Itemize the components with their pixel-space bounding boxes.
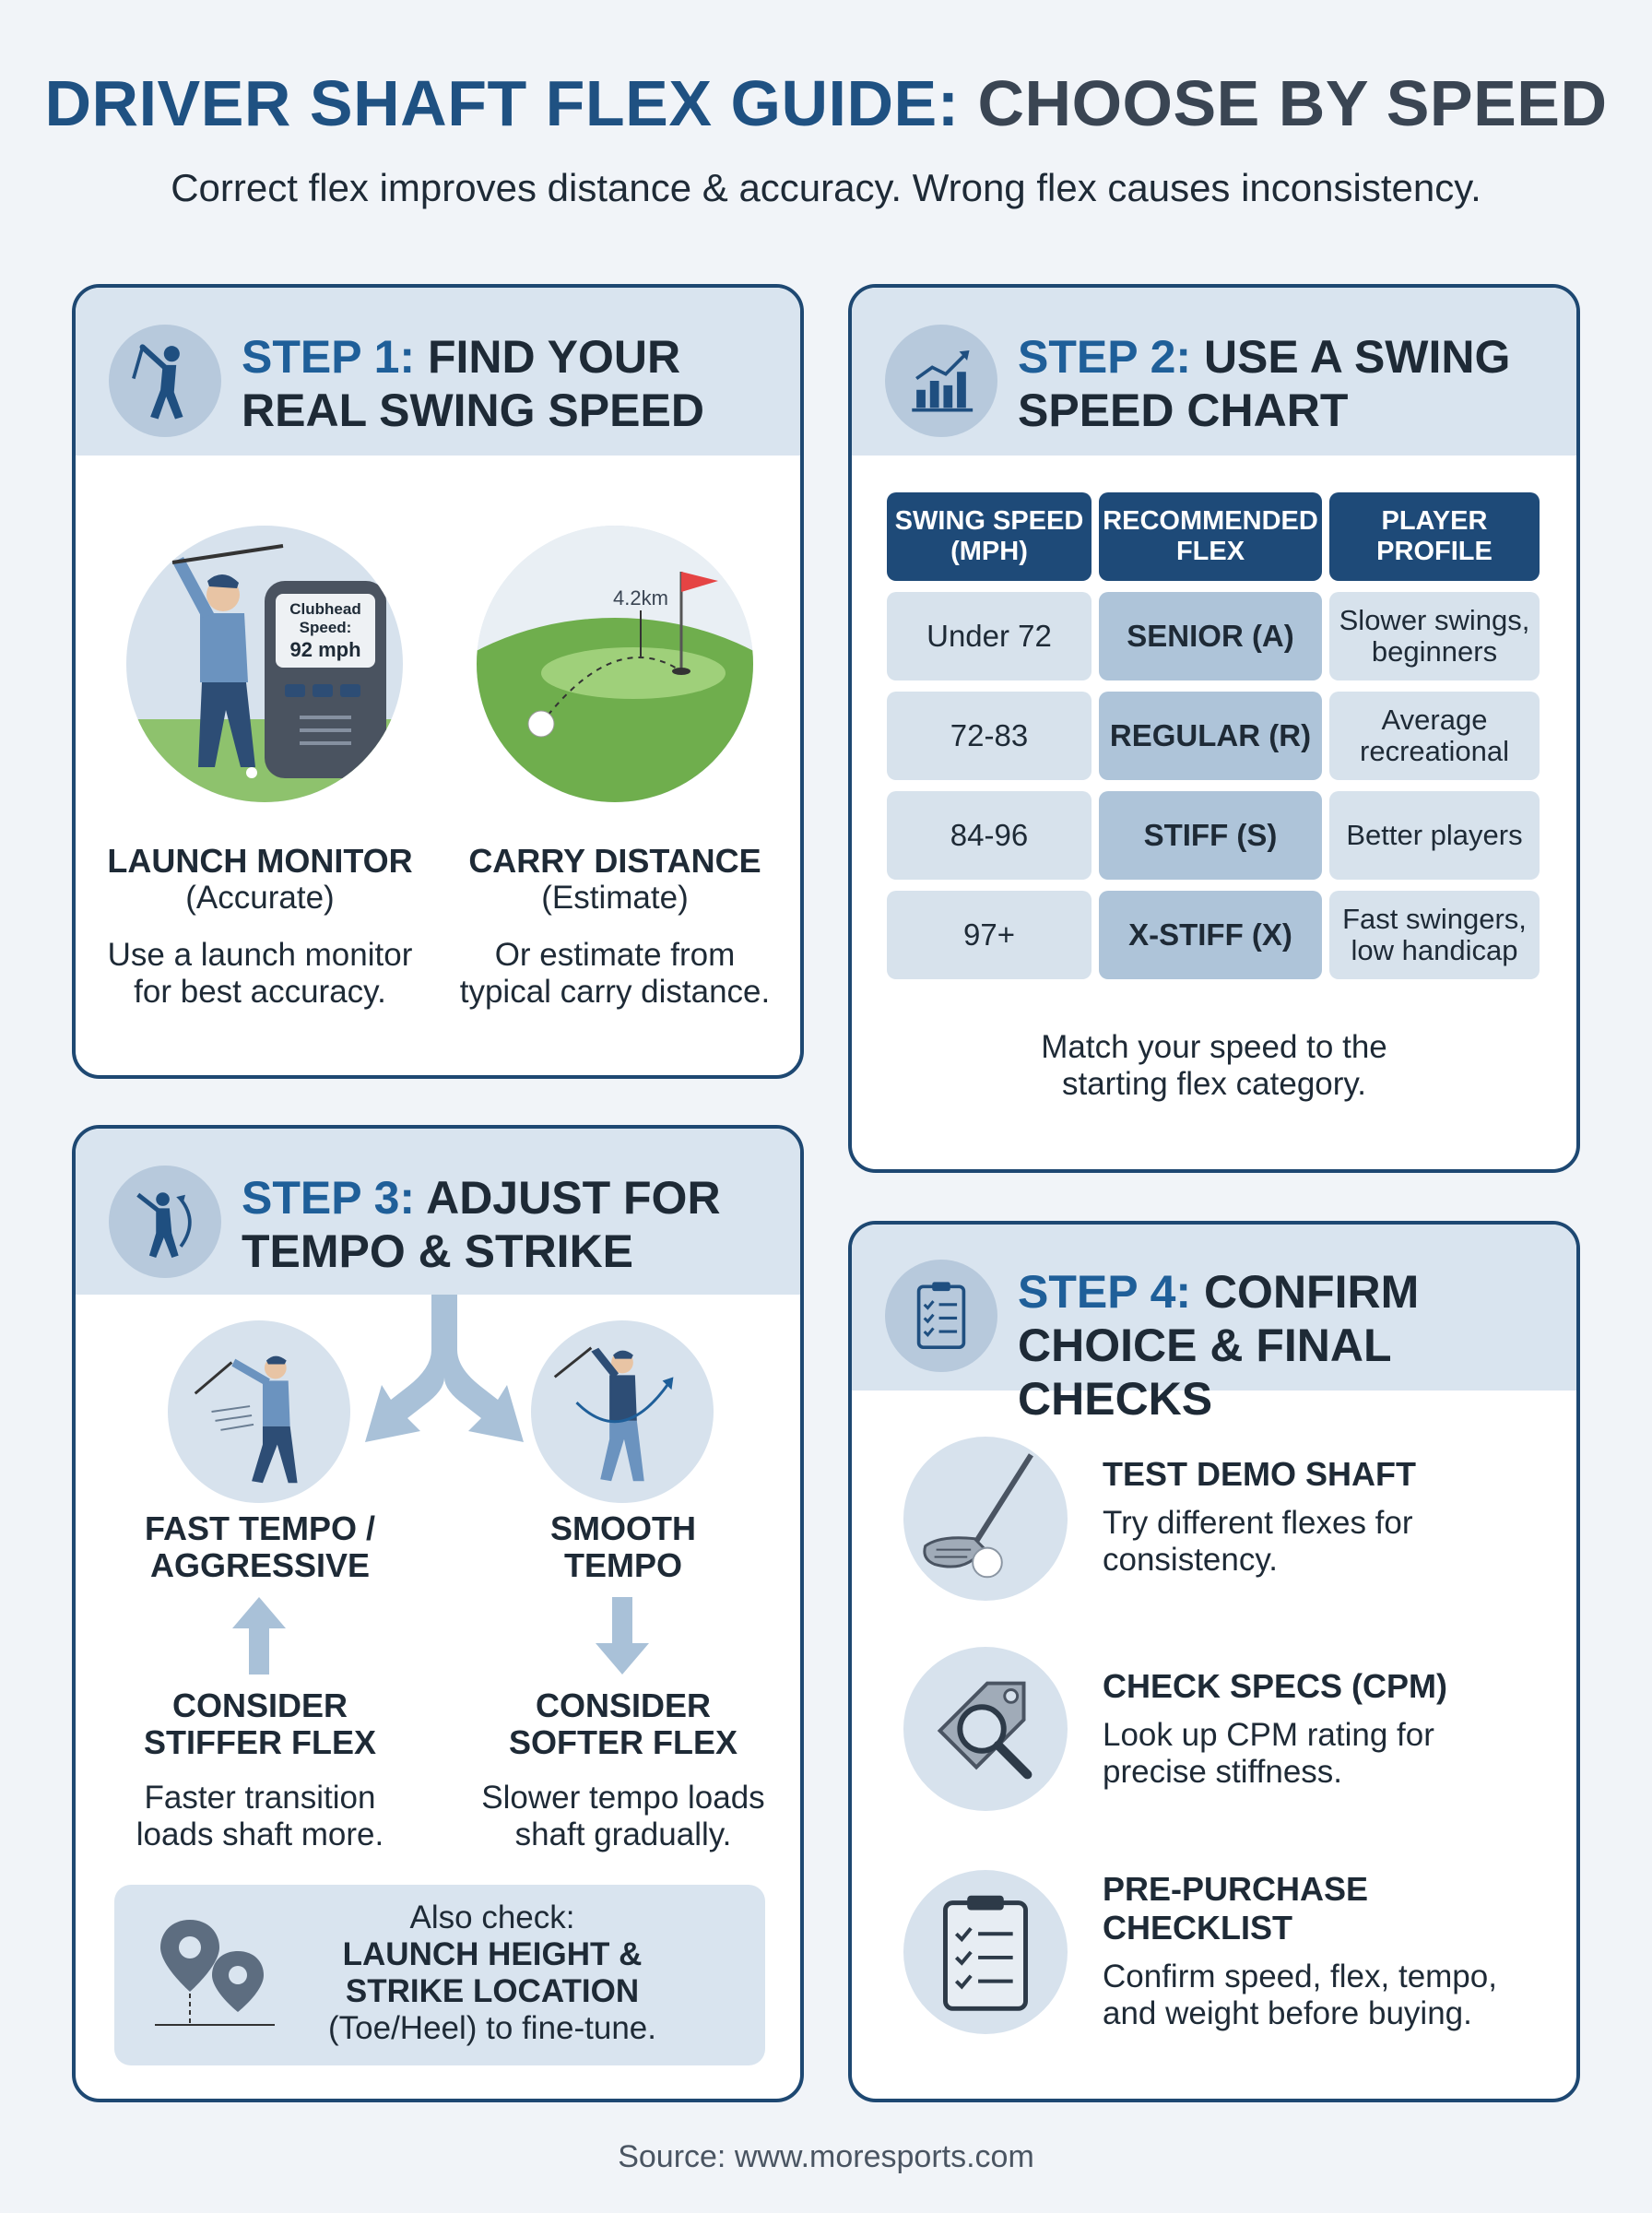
checklist-icon [903, 1870, 1068, 2034]
table-header-flex-line2: FLEX [1175, 537, 1245, 566]
table-row-1-flex: SENIOR (A) [1099, 592, 1322, 680]
also-check-panel [114, 1885, 765, 2065]
step1-header [76, 288, 800, 456]
table-row-4-flex: X-STIFF (X) [1099, 891, 1322, 979]
stiffer-flex-advice-line2: STIFFER FLEX [144, 1723, 376, 1761]
table-row-2-profile-line1: Average [1381, 704, 1488, 736]
table-row-1-profile [1329, 592, 1540, 680]
page-subtitle: Correct flex improves distance & accuracy. Wrong flex causes inconsistency. [171, 166, 1481, 209]
stiffer-flex-desc-line1: Faster transition [144, 1780, 376, 1816]
map-pin-icon [155, 1920, 275, 2029]
table-row-3-speed: 84-96 [887, 791, 1092, 880]
step3-title-line2: TEMPO & STRIKE [242, 1225, 634, 1277]
title-part-2: CHOOSE BY SPEED [977, 67, 1608, 139]
smooth-tempo-title [448, 1510, 798, 1584]
also-check-tail: (Toe/Heel) to fine-tune. [327, 2010, 656, 2046]
pre-purchase-title [1103, 1870, 1564, 1947]
step4-title [1018, 1265, 1576, 1426]
test-demo-shaft-desc-line2: consistency. [1103, 1542, 1278, 1578]
pre-purchase-desc-line2: and weight before buying. [1103, 1995, 1472, 2031]
carry-distance-desc [431, 937, 799, 1011]
test-demo-shaft-title: TEST DEMO SHAFT [1103, 1455, 1416, 1493]
step1-label: STEP 1: [242, 331, 416, 383]
check-specs-desc-line1: Look up CPM rating for [1103, 1717, 1434, 1753]
step4-label: STEP 4: [1018, 1266, 1192, 1318]
launch-monitor-illustration [126, 526, 403, 802]
table-header-flex [1099, 492, 1322, 581]
table-row-3-flex: STIFF (S) [1099, 791, 1322, 880]
table-row-2-flex: REGULAR (R) [1099, 692, 1322, 780]
table-row-2-profile [1329, 692, 1540, 780]
fast-tempo-title-line2: AGGRESSIVE [149, 1546, 371, 1584]
also-check-text [262, 1899, 723, 2047]
distance-marker: 4.2km [613, 586, 668, 609]
step2-note [852, 1029, 1576, 1103]
softer-flex-advice-line2: SOFTER FLEX [508, 1723, 738, 1761]
step3-title [242, 1171, 721, 1278]
launch-monitor-sub: (Accurate) [185, 880, 335, 916]
pre-purchase-title-line1: PRE-PURCHASE [1103, 1870, 1369, 1908]
step4-title-line1: CONFIRM [1203, 1266, 1420, 1318]
step2-header [852, 288, 1576, 456]
test-demo-shaft-desc [1103, 1505, 1564, 1579]
carry-distance-sub: (Estimate) [541, 880, 689, 916]
softer-flex-desc [439, 1780, 804, 1853]
step3-title-line1: ADJUST FOR [426, 1172, 721, 1224]
also-check-bold-line1: LAUNCH HEIGHT & [342, 1936, 643, 1972]
table-header-profile [1329, 492, 1540, 581]
step3-header [76, 1129, 800, 1295]
step4-header [852, 1225, 1576, 1425]
carry-distance-illustration [477, 526, 753, 802]
launch-monitor-desc-line2: for best accuracy. [134, 974, 386, 1010]
split-arrow-icon [343, 1295, 546, 1461]
source-credit: Source: www.moresports.com [618, 2139, 1034, 2174]
table-row-4-profile-line2: low handicap [1351, 934, 1518, 966]
table-row-4-profile-line1: Fast swingers, [1342, 903, 1527, 935]
table-row-2-profile-line2: recreational [1360, 735, 1509, 767]
table-row-4-profile [1329, 891, 1540, 979]
golfer-icon [109, 325, 221, 437]
launch-monitor-desc-line1: Use a launch monitor [107, 937, 413, 973]
golfer-swing-icon [109, 1166, 221, 1278]
table-row-1-profile-line2: beginners [1371, 635, 1498, 668]
launch-monitor-title: LAUNCH MONITOR [107, 842, 413, 880]
step1-card [72, 284, 804, 1079]
pre-purchase-title-line2: CHECKLIST [1103, 1909, 1292, 1947]
softer-flex-advice-line1: CONSIDER [535, 1686, 712, 1724]
softer-flex-desc-line1: Slower tempo loads [481, 1780, 765, 1816]
step2-card [848, 284, 1580, 1173]
also-check-bold-line2: STRIKE LOCATION [345, 1973, 640, 2009]
stiffer-flex-advice-line1: CONSIDER [171, 1686, 348, 1724]
table-header-speed [887, 492, 1092, 581]
step1-title-line1: FIND YOUR [427, 331, 681, 383]
carry-distance-title: CARRY DISTANCE [468, 842, 761, 880]
fast-tempo-title [85, 1510, 435, 1584]
softer-flex-advice [448, 1687, 798, 1761]
smooth-tempo-illustration [531, 1320, 714, 1503]
pre-purchase-desc [1103, 1959, 1564, 2032]
golf-club-icon [903, 1437, 1068, 1601]
check-specs-title: CHECK SPECS (CPM) [1103, 1667, 1448, 1705]
table-row-4-speed: 97+ [887, 891, 1092, 979]
monitor-screen-line2: Speed: [299, 619, 352, 636]
carry-distance-desc-line2: typical carry distance. [459, 974, 771, 1010]
table-header-flex-line1: RECOMMENDED [1103, 506, 1318, 536]
step2-note-line1: Match your speed to the [1041, 1029, 1387, 1065]
table-row-3-profile [1329, 791, 1540, 880]
table-row-1-profile-line1: Slower swings, [1339, 604, 1530, 636]
stiffer-flex-desc [85, 1780, 435, 1853]
smooth-tempo-title-line1: SMOOTH [550, 1509, 696, 1547]
fast-tempo-title-line1: FAST TEMPO / [144, 1509, 375, 1547]
step2-title-line1: USE A SWING [1203, 331, 1511, 383]
title-part-1: DRIVER SHAFT FLEX GUIDE: [44, 67, 960, 139]
fast-tempo-illustration [168, 1320, 350, 1503]
monitor-screen-line1: Clubhead [289, 600, 361, 618]
clipboard-icon [885, 1260, 997, 1372]
table-header-speed-line1: SWING SPEED [894, 506, 1084, 536]
step2-label: STEP 2: [1018, 331, 1192, 383]
test-demo-shaft-desc-line1: Try different flexes for [1103, 1505, 1413, 1541]
step2-note-line2: starting flex category. [1061, 1066, 1367, 1102]
softer-flex-desc-line2: shaft gradually. [514, 1817, 732, 1852]
step2-title-line2: SPEED CHART [1018, 385, 1349, 436]
magnifier-tag-icon [903, 1647, 1068, 1811]
launch-monitor-desc [85, 937, 435, 1011]
step3-card [72, 1125, 804, 2102]
monitor-screen-value: 92 mph [289, 638, 361, 661]
stiffer-flex-advice [85, 1687, 435, 1761]
step1-title-line2: REAL SWING SPEED [242, 385, 704, 436]
step1-title [242, 330, 704, 437]
carry-distance-desc-line1: Or estimate from [494, 937, 736, 973]
step4-title-line2: CHOICE & FINAL CHECKS [1018, 1320, 1391, 1425]
page-title [0, 66, 1652, 140]
smooth-tempo-title-line2: TEMPO [563, 1546, 682, 1584]
pre-purchase-desc-line1: Confirm speed, flex, tempo, [1103, 1959, 1497, 1994]
step2-title [1018, 330, 1510, 437]
check-specs-desc-line2: precise stiffness. [1103, 1754, 1343, 1790]
arrow-up-icon [232, 1597, 286, 1675]
check-specs-desc [1103, 1717, 1564, 1791]
also-check-intro: Also check: [409, 1899, 575, 1935]
table-header-profile-line1: PLAYER [1381, 506, 1488, 536]
table-row-3-profile-line1: Better players [1346, 819, 1523, 851]
table-header-speed-line2: (MPH) [950, 537, 1028, 566]
stiffer-flex-desc-line2: loads shaft more. [136, 1817, 384, 1852]
step4-card [848, 1221, 1580, 2102]
bar-chart-icon [885, 325, 997, 437]
table-row-1-speed: Under 72 [887, 592, 1092, 680]
table-row-2-speed: 72-83 [887, 692, 1092, 780]
table-header-profile-line2: PROFILE [1376, 537, 1493, 566]
arrow-down-icon [596, 1597, 649, 1675]
step3-label: STEP 3: [242, 1172, 416, 1224]
